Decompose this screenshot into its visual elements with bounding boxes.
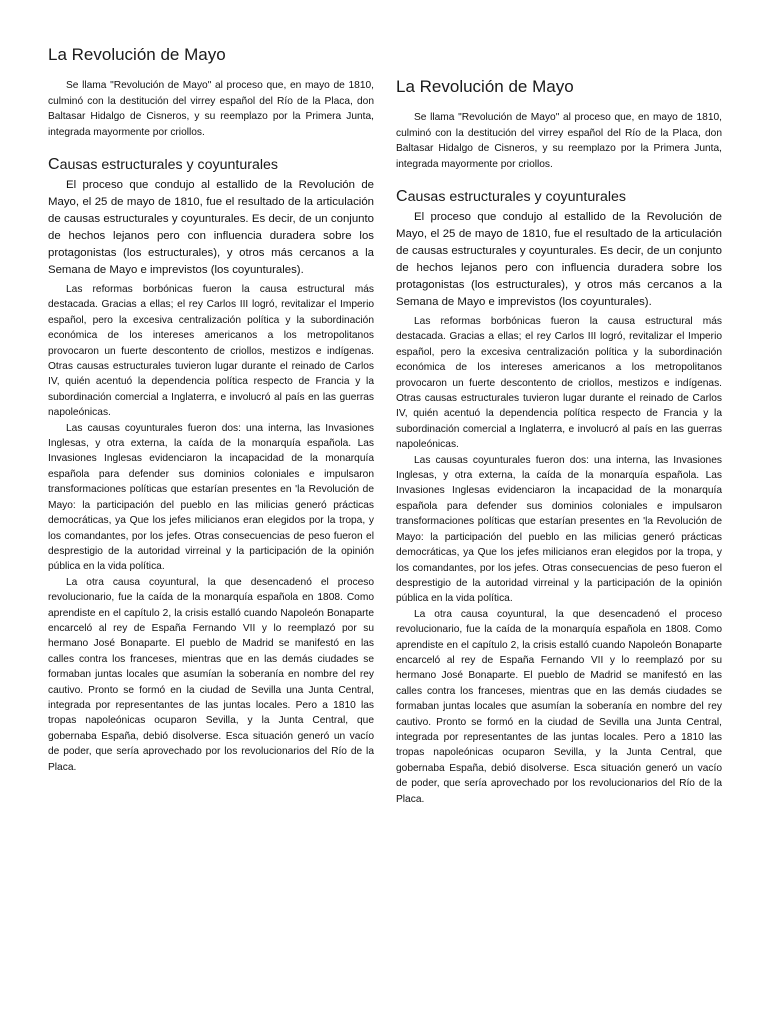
article-column-right (396, 76, 722, 807)
body-paragraph-reformas: Las reformas borbónicas fueron la causa estructural más destacada. Gracias a ellas; el rey Carlos III logró, revitalizar el Imperio español, pero la excesiva centralización política y la subordinación económica de los intereses americanos a los metropolitanos provocaron un fuerte descontento de criollos, mestizos e indígenas. Otras causas estructurales tuvieron lugar durante el reinado de Carlos IV, quién acentuó la dependencia política respecto de Francia y la subordinación comercial a Inglaterra, e involucró al país en las guerras napoleónicas. (48, 284, 374, 419)
body-paragraph-reformas: Las reformas borbónicas fueron la causa estructural más destacada. Gracias a ellas; el rey Carlos III logró, revitalizar el Imperio español, pero la excesiva centralización política y la subordinación económica de los intereses americanos a los metropolitanos provocaron un fuerte descontento de criollos, mestizos e indígenas. Otras causas estructurales tuvieron lugar durante el reinado de Carlos IV, quién acentuó la dependencia política respecto de Francia y la subordinación comercial a Inglaterra, e involucró al país en las guerras napoleónicas. (396, 316, 722, 451)
section-heading (396, 188, 722, 206)
body-paragraph-caida-monarquia: La otra causa coyuntural, la que desencadenó el proceso revolucionario, fue la caída de la monarquía española en 1808. Como aprendiste en el capítulo 2, la crisis estalló cuando Napoleón Bonaparte encarceló al rey de España Fernando VII y lo reemplazó por su hermano José Bonaparte. El pueblo de Madrid se manifestó en las calles contra los franceses, mientras que en las demás ciudades se formaban juntas locales que asumían la soberanía en nombre del rey cautivo. Pronto se formó en la ciudad de Sevilla una Junta Central, integrada por representantes de las juntas locales. Pero a 1810 las tropas napoleónicas ocuparon Sevilla, y la Junta Central, que gobernaba España, debió disolverse. Esca situación generó un vacío de poder, que sería aprovechado por los revolucionarios del Río de la Placa. (396, 608, 722, 805)
section-heading-initial: C (396, 188, 408, 205)
intro-paragraph: Se llama "Revolución de Mayo" al proceso que, en mayo de 1810, culminó con la destitución del virrey español del Río de la Placa, don Baltasar Hidalgo de Cisneros, y su reemplazo por la Primera Junta, integrada mayormente por criollos. (48, 80, 374, 138)
article-column-left (48, 44, 374, 775)
article-title: La Revolución de Mayo (48, 45, 226, 64)
lead-paragraph: El proceso que condujo al estallido de la Revolución de Mayo, el 25 de mayo de 1810, fue el resultado de la articulación de causas estructurales y coyunturales. Es decir, de un conjunto de hechos lejanos pero con influencia duradera sobre los protagonistas (los estructurales), y otros más cercanos a la Semana de Mayo e imprevistos (los coyunturales). (396, 211, 722, 308)
article-title: La Revolución de Mayo (396, 77, 574, 96)
lead-paragraph: El proceso que condujo al estallido de la Revolución de Mayo, el 25 de mayo de 1810, fue el resultado de la articulación de causas estructurales y coyunturales. Es decir, de un conjunto de hechos lejanos pero con influencia duradera sobre los protagonistas (los estructurales), y otros más cercanos a la Semana de Mayo e imprevistos (los coyunturales). (48, 179, 374, 276)
body-paragraph-causas-coyunturales: Las causas coyunturales fueron dos: una interna, las Invasiones Inglesas, y otra externa, la caída de la monarquía española. Las Invasiones Inglesas evidenciaron la incapacidad de la monarquía española para defender sus dominios coloniales e impulsaron transformaciones políticas que estarían presentes en 'la Revolución de Mayo: la participación del pueblo en las milicias generó prácticas democráticas, ya Que los jefes milicianos eran elegidos por la tropa, y los comandantes, por los jefes. Otras consecuencias de peso fueron el desprestigio de la autoridad virreinal y la participación de la opinión pública en la vida política. (48, 422, 374, 573)
intro-paragraph: Se llama "Revolución de Mayo" al proceso que, en mayo de 1810, culminó con la destitución del virrey español del Río de la Placa, don Baltasar Hidalgo de Cisneros, y su reemplazo por la Primera Junta, integrada mayormente por criollos. (396, 112, 722, 170)
section-heading (48, 156, 374, 174)
body-paragraph-caida-monarquia: La otra causa coyuntural, la que desencadenó el proceso revolucionario, fue la caída de la monarquía española en 1808. Como aprendiste en el capítulo 2, la crisis estalló cuando Napoleón Bonaparte encarceló al rey de España Fernando VII y lo reemplazó por su hermano José Bonaparte. El pueblo de Madrid se manifestó en las calles contra los franceses, mientras que en las demás ciudades se formaban juntas locales que asumían la soberanía en nombre del rey cautivo. Pronto se formó en la ciudad de Sevilla una Junta Central, integrada por representantes de las juntas locales. Pero a 1810 las tropas napoleónicas ocuparon Sevilla, y la Junta Central, que gobernaba España, debió disolverse. Esca situación generó un vacío de poder, que sería aprovechado por los revolucionarios del Río de la Placa. (48, 576, 374, 773)
section-heading-text: ausas estructurales y coyunturales (407, 189, 627, 205)
section-heading-initial: C (48, 156, 60, 173)
section-heading-text: ausas estructurales y coyunturales (59, 157, 279, 173)
body-paragraph-causas-coyunturales: Las causas coyunturales fueron dos: una interna, las Invasiones Inglesas, y otra externa, la caída de la monarquía española. Las Invasiones Inglesas evidenciaron la incapacidad de la monarquía española para defender sus dominios coloniales e impulsaron transformaciones políticas que estarían presentes en 'la Revolución de Mayo: la participación del pueblo en las milicias generó prácticas democráticas, ya Que los jefes milicianos eran elegidos por la tropa, y los comandantes, por los jefes. Otras consecuencias de peso fueron el desprestigio de la autoridad virreinal y la participación de la opinión pública en la vida política. (396, 454, 722, 605)
